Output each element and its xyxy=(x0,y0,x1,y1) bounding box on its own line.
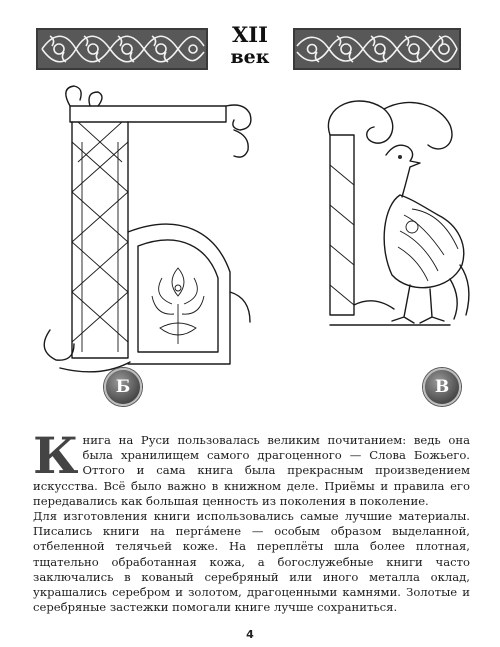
left-ornament-icon xyxy=(36,28,208,70)
page-header xyxy=(0,22,500,82)
letter-b-badge: Б xyxy=(104,368,142,406)
letter-v-bird-icon xyxy=(300,95,475,340)
century-roman: XII xyxy=(232,22,268,47)
paragraph-1 xyxy=(33,426,470,509)
letter-b-icon xyxy=(30,82,270,382)
drop-cap: К xyxy=(33,426,79,485)
right-ornament-icon xyxy=(293,28,461,70)
page-number: 4 xyxy=(246,628,254,641)
paragraph-2: Для изготовления книги использовались самые лучшие материалы. Писались книги на пергáмене — особым образом выделанной, отбеленной телячьей коже. На переплёты шла более плотная, тщательно обработанная кожа, а богослужебные книги часто заключались в кованый серебряный или иного металла оклад, украшались серебром и золотом, драгоценными камнями. Золотые и серебряные застежки помогали книге лучше сохраниться. xyxy=(33,509,470,615)
century-word: век xyxy=(230,46,270,68)
letter-v-badge: В xyxy=(423,368,461,406)
paragraph-1-text: нига на Руси пользовалась великим почитанием: ведь она была хранилищем самого драгоценного — Слова Божьего. Оттого и сама книга была прекрасным произведением искусства. Всё было важно в книжном деле. Приёмы и правила его передавались как большая ценность из поколения в поколение. xyxy=(33,433,470,508)
body-text xyxy=(33,426,470,615)
century-title xyxy=(210,24,290,68)
